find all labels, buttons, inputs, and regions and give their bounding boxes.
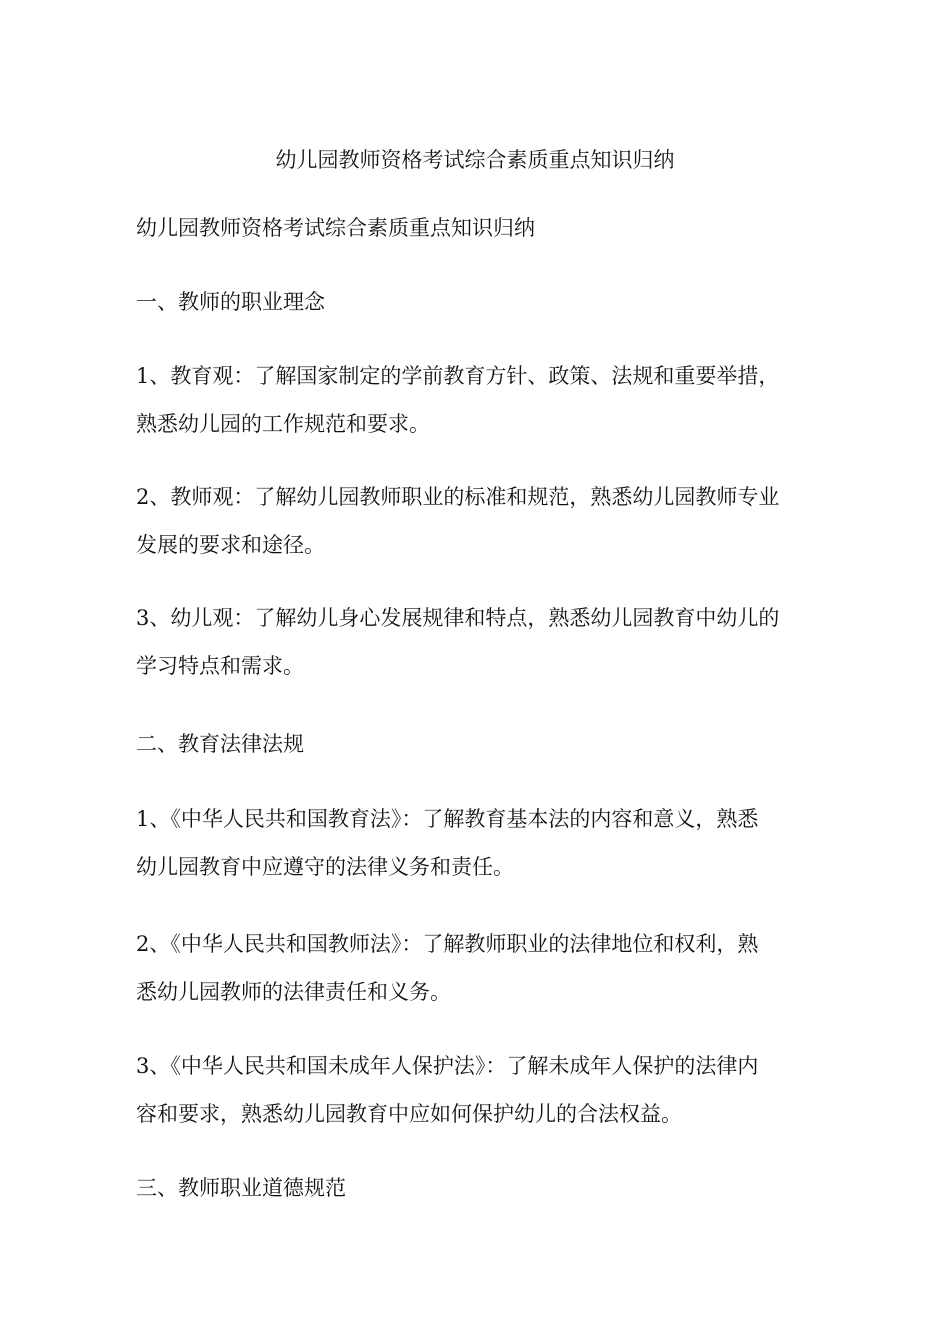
body-paragraph	[136, 795, 836, 891]
paragraph-line: 3、《中华人民共和国未成年人保护法》：了解未成年人保护的法律内	[136, 1054, 759, 1078]
paragraph-line: 幼儿园教育中应遵守的法律义务和责任。	[136, 855, 514, 879]
body-paragraph	[136, 473, 836, 569]
subtitle-paragraph	[136, 204, 836, 252]
paragraph-line: 1、《中华人民共和国教育法》：了解教育基本法的内容和意义，熟悉	[136, 807, 759, 831]
body-paragraph	[136, 594, 836, 690]
paragraph-line: 3、幼儿观：了解幼儿身心发展规律和特点，熟悉幼儿园教育中幼儿的	[136, 606, 780, 630]
paragraph-line: 学习特点和需求。	[136, 654, 304, 678]
paragraph-line: 发展的要求和途径。	[136, 533, 325, 557]
section-heading-1	[136, 278, 836, 326]
paragraph-line: 二、教育法律法规	[136, 732, 304, 756]
paragraph-line: 2、教师观：了解幼儿园教师职业的标准和规范，熟悉幼儿园教师专业	[136, 485, 780, 509]
paragraph-line: 三、教师职业道德规范	[136, 1176, 346, 1200]
paragraph-line: 一、教师的职业理念	[136, 290, 325, 314]
section-heading-2	[136, 720, 836, 768]
paragraph-line: 1、教育观：了解国家制定的学前教育方针、政策、法规和重要举措，	[136, 364, 780, 388]
section-heading-3	[136, 1164, 836, 1212]
paragraph-line: 2、《中华人民共和国教师法》：了解教师职业的法律地位和权利，熟	[136, 932, 759, 956]
document-title: 幼儿园教师资格考试综合素质重点知识归纳	[275, 148, 675, 172]
body-paragraph	[136, 352, 836, 448]
paragraph-line: 容和要求，熟悉幼儿园教育中应如何保护幼儿的合法权益。	[136, 1102, 682, 1126]
body-paragraph	[136, 1042, 836, 1138]
paragraph-line: 幼儿园教师资格考试综合素质重点知识归纳	[136, 216, 535, 240]
paragraph-line: 悉幼儿园教师的法律责任和义务。	[136, 980, 451, 1004]
body-paragraph	[136, 920, 836, 1016]
paragraph-line: 熟悉幼儿园的工作规范和要求。	[136, 412, 430, 436]
